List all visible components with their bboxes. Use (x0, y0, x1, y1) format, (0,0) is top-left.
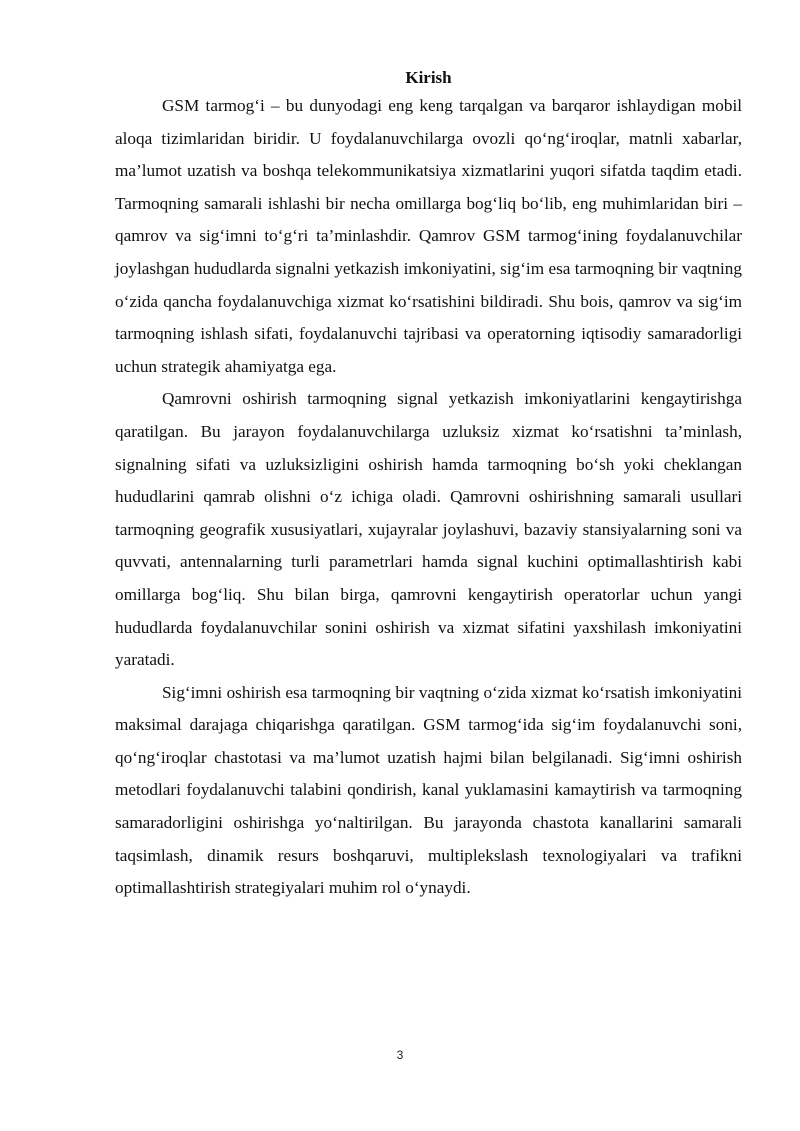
page-content (115, 66, 742, 905)
paragraph-coverage: Qamrovni oshirish tarmoqning signal yetkazish imkoniyatlarini kengaytirishga qaratilgan. Bu jarayon foydalanuvchilarga uzluksiz xizmat ko‘rsatishni ta’minlash, signalning sifati va uzluksizligini oshirish hamda tarmoqning bo‘sh yoki cheklangan hududlarini qamrab olishni o‘z ichiga oladi. Qamrovni oshirishning samarali usullari tarmoqning geografik xususiyatlari, xujayralar joylashuvi, bazaviy stansiyalarning soni va quvvati, antennalarning turli parametrlari hamda signal kuchini optimallashtirish kabi omillarga bog‘liq. Shu bilan birga, qamrovni kengaytirish operatorlar uchun yangi hududlarda foydalanuvchilar sonini oshirish va xizmat sifatini yaxshilash imkoniyatini yaratadi. (115, 389, 742, 670)
page-number: 3 (396, 1048, 404, 1062)
section-title: Kirish (405, 68, 452, 87)
paragraph-capacity: Sig‘imni oshirish esa tarmoqning bir vaqtning o‘zida xizmat ko‘rsatish imkoniyatini maksimal darajaga chiqarishga qaratilgan. GSM tarmog‘ida sig‘im foydalanuvchi soni, qo‘ng‘iroqlar chastotasi va ma’lumot uzatish hajmi bilan belgilanadi. Sig‘imni oshirish metodlari foydalanuvchi talabini qondirish, kanal yuklamasini kamaytirish va tarmoqning samaradorligini oshirishga yo‘naltirilgan. Bu jarayonda chastota kanallarini samarali taqsimlash, dinamik resurs boshqaruvi, multiplekslash texnologiyalari va trafikni optimallashtirish strategiyalari muhim rol o‘ynaydi. (115, 682, 742, 898)
paragraph-gsm-intro: GSM tarmog‘i – bu dunyodagi eng keng tarqalgan va barqaror ishlaydigan mobil aloqa tizimlaridan biridir. U foydalanuvchilarga ovozli qo‘ng‘iroqlar, matnli xabarlar, ma’lumot uzatish va boshqa telekommunikatsiya xizmatlarini yuqori sifatda taqdim etadi. Tarmoqning samarali ishlashi bir necha omillarga bog‘liq bo‘lib, eng muhimlaridan biri – qamrov va sig‘imni to‘g‘ri ta’minlashdir. Qamrov GSM tarmog‘ining foydalanuvchilar joylashgan hududlarda signalni yetkazish imkoniyatini, sig‘im esa tarmoqning bir vaqtning o‘zida qancha foydalanuvchiga xizmat ko‘rsatishini bildiradi. Shu bois, qamrov va sig‘im tarmoqning ishlash sifati, foydalanuvchi tajribasi va operatorning iqtisodiy samaradorligi uchun strategik ahamiyatga ega. (115, 96, 742, 376)
